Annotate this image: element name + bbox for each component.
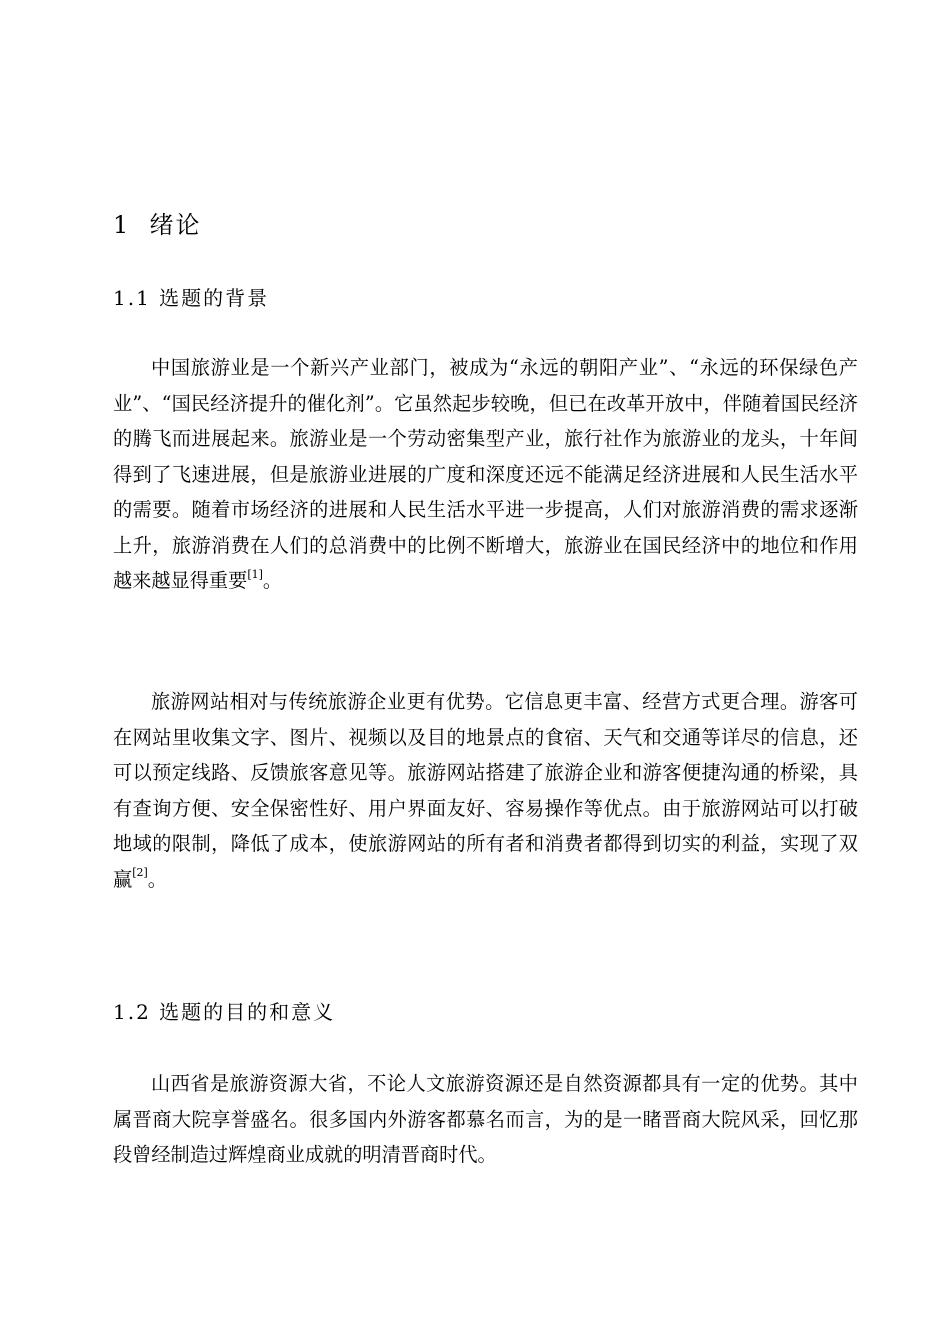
paragraph-end: 。 (262, 569, 283, 592)
section-title-text: 选题的背景 (159, 286, 270, 310)
paragraph-text: 旅游网站相对与传统旅游企业更有优势。它信息更丰富、经营方式更合理。游客可在网站里收集文字、图片、视频以及目的地景点的食宿、天气和交通等详尽的信息，还可以预定线路、反馈旅客意见等。旅游网站搭建了旅游企业和游客便捷沟通的桥梁，具有查询方便、安全保密性好、用户界面友好、容易操作等优点。由于旅游网站可以打破地域的限制，降低了成本，使旅游网站的所有者和消费者都得到切实的利益，实现了双赢 (113, 690, 858, 891)
chapter-number: 1 (113, 211, 131, 239)
section-number: 1.1 (113, 286, 151, 310)
chapter-title-text: 绪论 (149, 211, 202, 239)
section-heading-1-1 (113, 284, 269, 312)
section-heading-1-2 (113, 998, 335, 1026)
paragraph-text: 中国旅游业是一个新兴产业部门，被成为“永远的朝阳产业”、“永远的环保绿色产业”、“国民经济提升的催化剂”。它虽然起步较晚，但已在改革开放中，伴随着国民经济的腾飞而进展起来。旅游业是一个劳动密集型产业，旅行社作为旅游业的龙头，十年间得到了飞速进展，但是旅游业进展的广度和深度还远不能满足经济进展和人民生活水平的需要。随着市场经济的进展和人民生活水平进一步提高，人们对旅游消费的需求逐渐上升，旅游消费在人们的总消费中的比例不断增大，旅游业在国民经济中的地位和作用越来越显得重要 (113, 356, 858, 592)
citation-ref: [2] (132, 866, 148, 880)
section-title-text: 选题的目的和意义 (159, 1000, 336, 1024)
paragraph-purpose-1 (113, 1066, 858, 1173)
paragraph-text: 山西省是旅游资源大省，不论人文旅游资源还是自然资源都具有一定的优势。其中属晋商大院享誉盛名。很多国内外游客都慕名而言，为的是一睹晋商大院风采，回忆那段曾经制造过辉煌商业成就的明清晋商时代。 (113, 1072, 858, 1166)
paragraph-background-1 (113, 350, 858, 599)
section-number: 1.2 (113, 1000, 151, 1024)
citation-ref: [1] (247, 567, 263, 581)
chapter-heading (113, 208, 202, 242)
paragraph-background-2 (113, 684, 858, 897)
paragraph-end: 。 (147, 867, 167, 891)
